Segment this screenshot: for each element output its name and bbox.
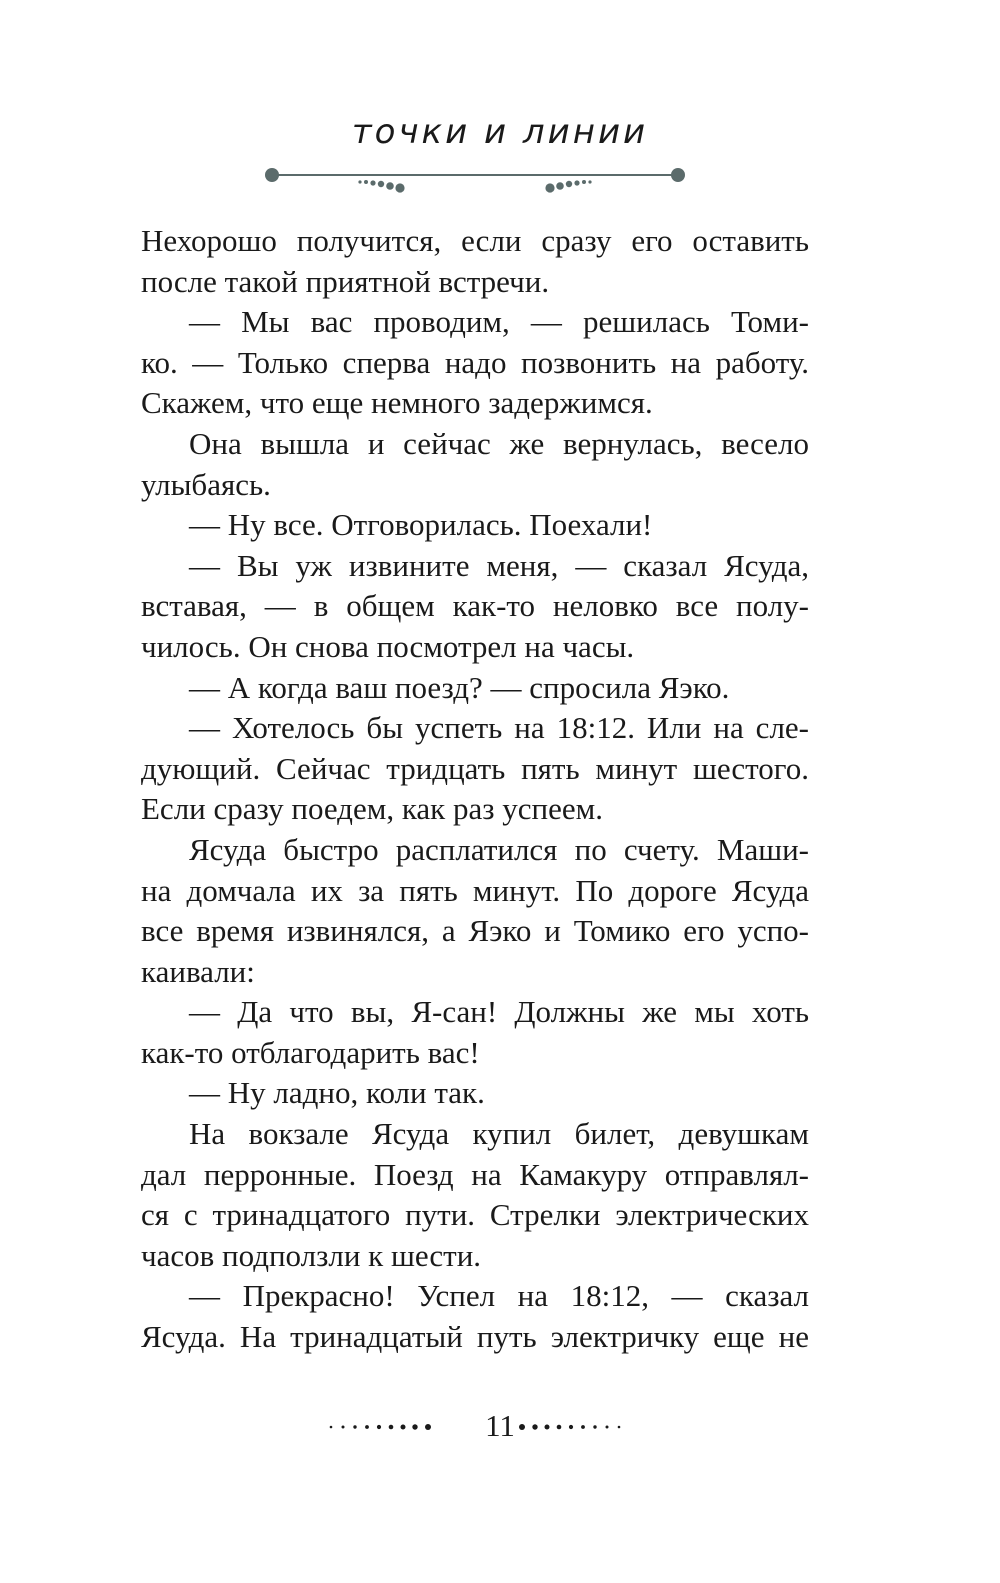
text-line: — Ну все. Отговорилась. Поехали! (189, 507, 653, 543)
text-line: — Прекрасно! Успел на 18:12, — сказал (189, 1278, 809, 1314)
folio-dots-right (514, 1422, 622, 1432)
text-line: Если сразу поедем, как раз успеем. (141, 791, 603, 827)
text-line: Скажем, что еще немного задержимся. (141, 385, 653, 421)
page-footer (0, 1404, 1000, 1448)
ornament-bead-cluster-left (358, 180, 404, 193)
text-line: ко. — Только сперва надо позвонить на работу. (141, 344, 809, 380)
text-line: — Ну ладно, коли так. (189, 1075, 485, 1111)
ornament-end-dot-right (671, 168, 685, 182)
text-line: — А когда ваш поезд? — спросила Яэко. (189, 669, 730, 705)
text-line: ся с тринадцатого пути. Стрелки электрических (141, 1197, 809, 1233)
text-line: каивали: (141, 953, 255, 989)
running-head: точки и линии (351, 112, 649, 152)
text-line: чилось. Он снова посмотрел на часы. (141, 628, 635, 664)
text-line: — Вы уж извините меня, — сказал Ясуда, (189, 547, 809, 583)
text-line: Она вышла и сейчас же вернулась, весело (189, 425, 809, 461)
header-ornament (262, 160, 688, 196)
body-text (141, 221, 809, 1358)
text-line: Нехорошо получится, если сразу его оставить (141, 223, 809, 258)
text-line: — Хотелось бы успеть на 18:12. Или на сле- (189, 710, 809, 746)
page-number: 11 (485, 1408, 515, 1443)
text-line: Ясуда быстро расплатился по счету. Маши- (189, 831, 809, 867)
text-line: — Мы вас проводим, — решилась Томи- (189, 304, 809, 340)
ornament-end-dot-left (265, 168, 279, 182)
text-line: На вокзале Ясуда купил билет, девушкам (189, 1116, 809, 1152)
text-line: Ясуда. На тринадцатый путь электричку еще не (141, 1319, 809, 1355)
text-line: — Да что вы, Я-сан! Должны же мы хоть (189, 994, 809, 1030)
text-line: часов подползли к шести. (141, 1237, 482, 1273)
text-line: после такой приятной встречи. (141, 263, 550, 299)
text-line: как-то отблагодарить вас! (141, 1034, 480, 1070)
text-line: все время извинялся, а Яэко и Томико его успо- (141, 913, 809, 949)
text-line: вставая, — в общем как-то неловко все полу- (141, 588, 809, 624)
ornament-bead-cluster-right (545, 180, 591, 193)
text-line: на домчала их за пять минут. По дороге Ясуда (141, 872, 809, 908)
text-line: дал перронные. Поезд на Камакуру отправлял- (141, 1156, 809, 1192)
text-line: дующий. Сейчас тридцать пять минут шестого. (141, 750, 809, 786)
text-line: улыбаясь. (141, 466, 271, 502)
